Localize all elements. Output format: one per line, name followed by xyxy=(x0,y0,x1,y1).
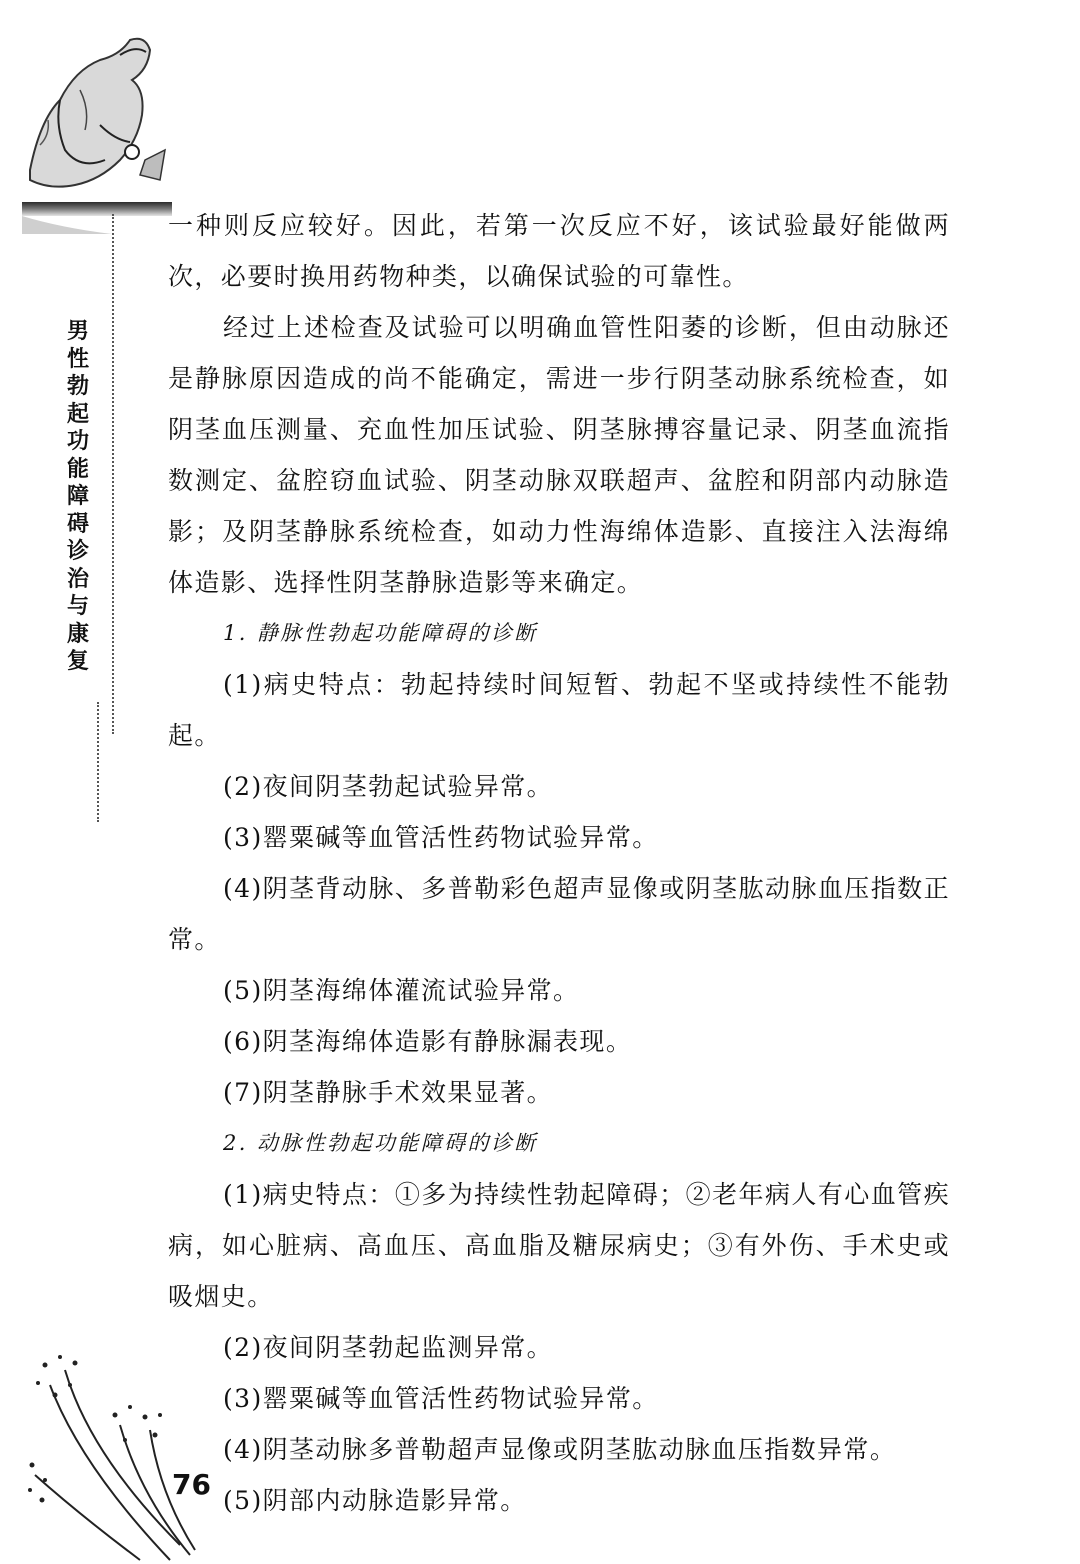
corner-decoration xyxy=(20,1345,200,1564)
list-item: (2)夜间阴茎勃起试验异常。 xyxy=(223,772,554,801)
section-heading: 1. 静脉性勃起功能障碍的诊断 xyxy=(223,621,538,645)
margin-dotted-line xyxy=(112,214,114,734)
list-item: (7)阴茎静脉手术效果显著。 xyxy=(223,1078,554,1107)
list-item: (4)阴茎背动脉、多普勒彩色超声显像或阴茎肱动脉血压指数正常。 xyxy=(168,874,950,954)
margin-dotted-line-left xyxy=(97,702,99,822)
side-running-title: 男性勃起功能障碍诊治与康复 xyxy=(66,319,89,674)
list-item: (5)阴茎海绵体灌流试验异常。 xyxy=(223,976,580,1005)
page-number: 76 xyxy=(172,1468,211,1501)
paragraph: 一种则反应较好。因此，若第一次反应不好，该试验最好能做两次，必要时换用药物种类，以确保试验的可靠性。 xyxy=(168,211,950,291)
page-body xyxy=(168,200,950,1526)
list-item: (4)阴茎动脉多普勒超声显像或阴茎肱动脉血压指数异常。 xyxy=(223,1435,897,1464)
section-heading: 2. 动脉性勃起功能障碍的诊断 xyxy=(223,1131,538,1155)
list-item: (2)夜间阴茎勃起监测异常。 xyxy=(223,1333,554,1362)
list-item: (6)阴茎海绵体造影有静脉漏表现。 xyxy=(223,1027,633,1056)
list-item: (5)阴部内动脉造影异常。 xyxy=(223,1486,527,1515)
list-item: (1)病史特点：①多为持续性勃起障碍；②老年病人有心血管疾病，如心脏病、高血压、高血脂及糖尿病史；③有外伤、手术史或吸烟史。 xyxy=(168,1180,950,1311)
list-item: (1)病史特点：勃起持续时间短暂、勃起不坚或持续性不能勃起。 xyxy=(168,670,950,750)
list-item: (3)罂粟碱等血管活性药物试验异常。 xyxy=(223,823,659,852)
paragraph: 经过上述检查及试验可以明确血管性阳萎的诊断，但由动脉还是静脉原因造成的尚不能确定，需进一步行阴茎动脉系统检查，如阴茎血压测量、充血性加压试验、阴茎脉搏容量记录、阴茎血流指数测定、盆腔窃血试验、阴茎动脉双联超声、盆腔和阴部内动脉造影；及阴茎静脉系统检查，如动力性海绵体造影、直接注入法海绵体造影、选择性阴茎静脉造影等来确定。 xyxy=(168,313,950,597)
list-item: (3)罂粟碱等血管活性药物试验异常。 xyxy=(223,1384,659,1413)
header-bar xyxy=(22,198,172,234)
corner-illustration xyxy=(20,30,170,200)
